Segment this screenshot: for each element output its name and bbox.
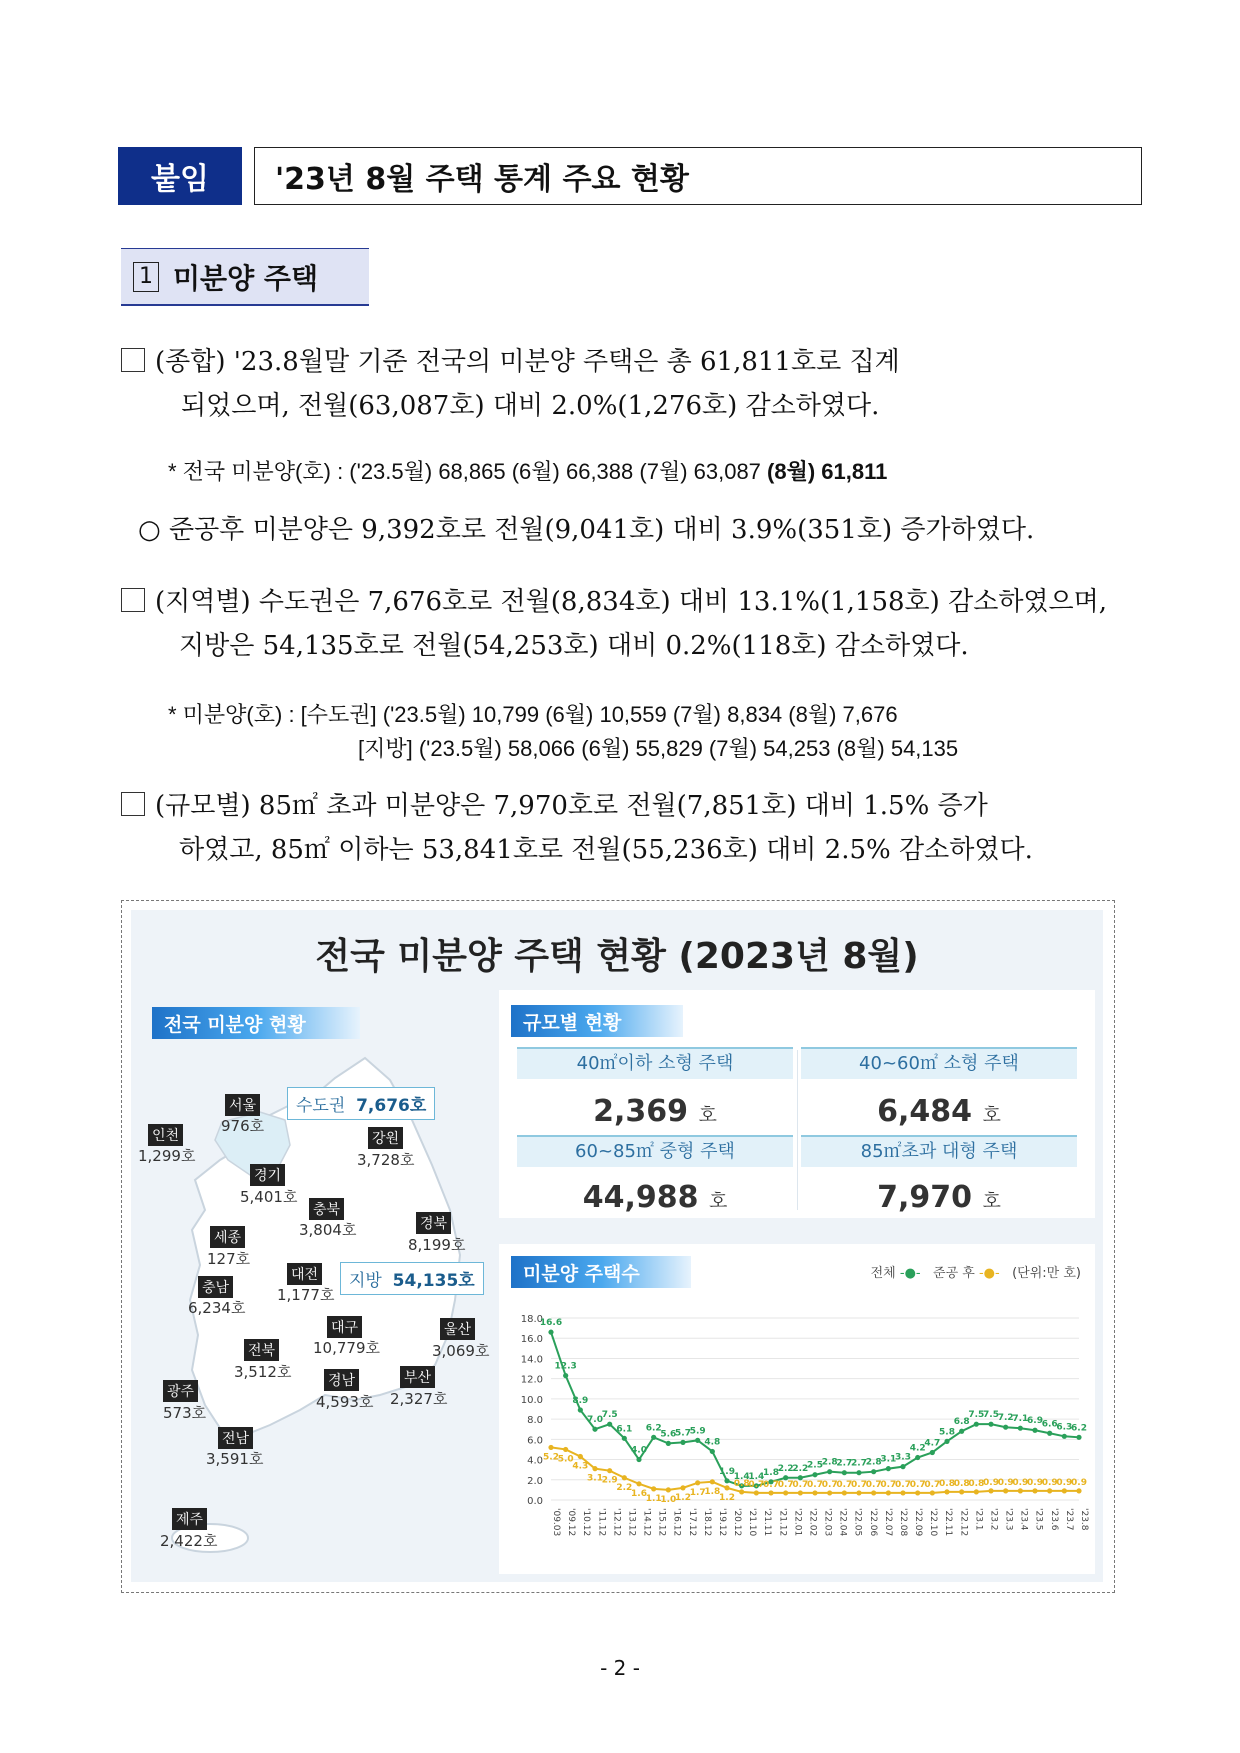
series-completed-data-label: 0.9: [1041, 1477, 1058, 1488]
series-completed-point: [592, 1466, 597, 1471]
series-completed-data-label: 0.9: [1071, 1477, 1087, 1488]
series-completed-point: [768, 1490, 773, 1495]
size-value-small40: 2,369 호: [593, 1094, 717, 1129]
series-total-point: [886, 1466, 891, 1471]
x-tick-label: '18.12: [701, 1508, 712, 1537]
series-total-data-label: 5.7: [675, 1428, 691, 1439]
series-completed-point: [695, 1480, 700, 1485]
series-completed-data-label: 0.7: [748, 1479, 765, 1490]
series-total-point: [695, 1438, 700, 1443]
series-completed-data-label: 0.9: [997, 1477, 1014, 1488]
paragraph-size: (규모별) 85㎡ 초과 미분양은 7,970호로 전월(7,851호) 대비 1.5% 증가 하였고, 85㎡ 이하는 53,841호로 전월(55,236호) 대비 2.5% 감소하였다.: [121, 784, 1033, 872]
x-tick-label: '23.8: [1079, 1508, 1089, 1531]
series-total-data-label: 7.2: [997, 1413, 1014, 1424]
series-completed-point: [871, 1490, 876, 1495]
unsold-housing-line-chart: [499, 1244, 1095, 1574]
x-tick-label: '14.12: [641, 1508, 652, 1537]
series-completed-point: [578, 1454, 583, 1459]
series-total-data-label: 6.2: [645, 1423, 662, 1434]
series-completed-data-label: 0.7: [777, 1479, 794, 1490]
series-completed-data-label: 0.7: [807, 1479, 823, 1490]
series-completed-data-label: 0.9: [1056, 1477, 1073, 1488]
paragraph-summary: (종합) '23.8월말 기준 전국의 미분양 주택은 총 61,811호로 집계 되었으며, 전월(63,087호) 대비 2.0%(1,276호) 감소하였다.: [121, 340, 900, 428]
series-total-data-label: 12.3: [554, 1361, 577, 1372]
x-tick-label: '16.12: [671, 1508, 682, 1537]
series-completed-point: [783, 1490, 788, 1495]
x-tick-label: '22.11: [943, 1508, 954, 1537]
series-total-data-label: 7.1: [1012, 1414, 1029, 1425]
checkbox-bullet: [121, 792, 145, 816]
series-total-point: [944, 1439, 949, 1444]
series-total-data-label: 2.2: [777, 1463, 794, 1474]
x-tick-label: '22.10: [928, 1508, 939, 1537]
series-completed-point: [1018, 1488, 1023, 1493]
y-tick-label: 0.0: [527, 1496, 543, 1507]
x-tick-label: '11.12: [596, 1508, 607, 1537]
series-completed-point: [812, 1490, 817, 1495]
note-national: * 전국 미분양(호) : ('23.5월) 68,865 (6월) 66,388 (7월) 63,087 (8월) 61,811: [168, 459, 888, 484]
series-total-data-label: 7.5: [968, 1410, 985, 1421]
series-completed-point: [974, 1489, 979, 1494]
paragraph-completed: ○ 준공후 미분양은 9,392호로 전월(9,041호) 대비 3.9%(351호) 증가하였다.: [138, 515, 1035, 545]
series-completed-data-label: 2.9: [601, 1475, 618, 1486]
series-total-point: [1018, 1426, 1023, 1431]
series-total-data-label: 8.9: [572, 1396, 589, 1407]
chart-section-label: 미분양 주택수: [511, 1256, 691, 1288]
x-tick-label: '22.02: [807, 1508, 818, 1537]
series-total-data-label: 3.3: [895, 1452, 911, 1463]
series-completed-point: [548, 1445, 553, 1450]
series-completed-point: [1032, 1488, 1037, 1493]
x-tick-label: '23.4: [1018, 1508, 1029, 1531]
series-total-point: [827, 1469, 832, 1474]
series-total-data-label: 2.5: [807, 1460, 823, 1471]
series-completed-point: [842, 1490, 847, 1495]
series-total-point: [710, 1449, 715, 1454]
series-completed-data-label: 0.7: [895, 1479, 911, 1490]
series-completed-data-label: 0.7: [865, 1479, 882, 1490]
series-completed-data-label: 0.8: [939, 1478, 955, 1489]
series-completed-data-label: 0.8: [733, 1478, 750, 1489]
series-completed-point: [622, 1475, 627, 1480]
series-total-data-label: 4.0: [631, 1445, 647, 1456]
series-total-data-label: 1.8: [763, 1467, 779, 1478]
series-total-point: [724, 1478, 729, 1483]
x-tick-label: '23.3: [1003, 1508, 1014, 1531]
x-tick-label: '15.12: [656, 1508, 667, 1537]
series-total-data-label: 6.6: [1041, 1419, 1058, 1430]
x-tick-label: '22.09: [913, 1508, 924, 1537]
x-tick-label: '21.11: [762, 1508, 773, 1537]
series-completed-point: [856, 1490, 861, 1495]
y-tick-label: 16.0: [520, 1334, 543, 1346]
series-completed-data-label: 0.7: [880, 1479, 897, 1490]
series-total-point: [548, 1330, 553, 1335]
series-total-point: [871, 1469, 876, 1474]
series-completed-data-label: 0.8: [953, 1478, 970, 1489]
attachment-tag: 붙임: [118, 147, 242, 205]
series-completed-point: [1076, 1488, 1081, 1493]
x-tick-label: '22.12: [958, 1508, 969, 1537]
series-completed-data-label: 1.7: [689, 1487, 706, 1498]
series-total-point: [592, 1427, 597, 1432]
x-tick-label: '23.7: [1063, 1508, 1074, 1531]
series-completed-point: [607, 1468, 612, 1473]
series-completed-data-label: 4.3: [572, 1461, 589, 1472]
series-total-point: [1076, 1435, 1081, 1440]
x-tick-label: '22.06: [867, 1508, 878, 1537]
series-completed-point: [886, 1490, 891, 1495]
series-completed-data-label: 1.1: [645, 1493, 662, 1504]
x-tick-label: '22.01: [792, 1508, 803, 1537]
series-total-data-label: 6.2: [1071, 1423, 1087, 1434]
series-total-point: [578, 1407, 583, 1412]
x-tick-label: '22.07: [882, 1508, 893, 1537]
y-tick-label: 18.0: [520, 1314, 543, 1325]
page-number: - 2 -: [600, 1656, 640, 1680]
x-tick-label: '23.1: [973, 1508, 984, 1531]
size-label-small60: 40~60㎡ 소형 주택: [801, 1047, 1077, 1079]
size-panel: [499, 990, 1095, 1218]
series-total-point: [563, 1373, 568, 1378]
size-label-medium: 60~85㎡ 중형 주택: [517, 1135, 793, 1167]
series-completed-data-label: 1.6: [631, 1488, 647, 1499]
series-completed-data-label: 3.1: [587, 1473, 603, 1484]
series-completed-point: [915, 1490, 920, 1495]
series-completed-point: [739, 1489, 744, 1494]
x-tick-label: '22.03: [822, 1508, 833, 1537]
series-completed-point: [988, 1488, 993, 1493]
section-title: 미분양 주택: [173, 261, 318, 295]
x-tick-label: '23.6: [1048, 1508, 1059, 1531]
series-total-data-label: 7.5: [983, 1410, 999, 1421]
series-completed-data-label: 1.2: [675, 1492, 691, 1503]
series-total-data-label: 7.0: [587, 1415, 603, 1426]
x-tick-label: '22.04: [837, 1508, 848, 1537]
series-total-data-label: 16.6: [539, 1318, 563, 1329]
series-completed-data-label: 0.7: [763, 1479, 779, 1490]
x-tick-label: '09.12: [566, 1508, 577, 1537]
y-tick-label: 14.0: [520, 1354, 543, 1366]
legend-total-marker: -●-: [899, 1266, 921, 1281]
size-section-label: 규모별 현황: [511, 1005, 683, 1037]
x-tick-label: '09.03: [551, 1508, 561, 1537]
series-total-point: [607, 1422, 612, 1427]
note-region: * 미분양(호) : [수도권] ('23.5월) 10,799 (6월) 10,559 (7월) 8,834 (8월) 7,676 [지방] ('23.5월) 58,066 (6월) 55,829 (7월) 54,253 (8월) 54,135: [168, 702, 959, 761]
series-total-data-label: 5.6: [660, 1429, 677, 1440]
series-total-point: [1003, 1425, 1008, 1430]
series-completed-point: [563, 1447, 568, 1452]
series-total-data-label: 5.9: [689, 1426, 706, 1437]
series-completed-point: [636, 1481, 641, 1486]
size-value-small60: 6,484 호: [877, 1094, 1001, 1129]
series-total-data-label: 2.2: [792, 1463, 809, 1474]
series-total-data-label: 7.5: [601, 1410, 618, 1421]
size-value-large: 7,970 호: [877, 1180, 1001, 1215]
series-total-data-label: 2.8: [865, 1457, 882, 1468]
series-completed-data-label: 0.7: [851, 1479, 867, 1490]
series-total-data-label: 2.7: [836, 1458, 853, 1469]
legend-completed-label: 준공 후: [933, 1266, 975, 1281]
series-completed-point: [754, 1490, 759, 1495]
x-tick-label: '23.5: [1033, 1508, 1044, 1531]
series-total-data-label: 6.3: [1056, 1422, 1073, 1433]
x-tick-label: '10.12: [581, 1508, 592, 1537]
series-completed-data-label: 0.7: [836, 1479, 853, 1490]
series-total-data-label: 2.8: [821, 1457, 838, 1468]
series-total-point: [974, 1422, 979, 1427]
x-tick-label: '23.2: [988, 1508, 999, 1531]
x-tick-label: '12.12: [611, 1508, 622, 1537]
size-label-large: 85㎡초과 대형 주택: [801, 1135, 1077, 1167]
series-total-point: [1047, 1431, 1052, 1436]
legend-unit: (단위:만 호): [1012, 1266, 1081, 1281]
series-completed-point: [1003, 1488, 1008, 1493]
y-tick-label: 6.0: [527, 1435, 543, 1447]
series-completed-point: [666, 1487, 671, 1492]
series-total-point: [915, 1455, 920, 1460]
series-total-point: [651, 1435, 656, 1440]
x-tick-label: '20.12: [732, 1508, 743, 1537]
legend-completed-marker: -●-: [978, 1266, 1000, 1281]
y-tick-label: 8.0: [527, 1415, 543, 1427]
series-total-data-label: 6.8: [953, 1417, 970, 1428]
section-number: 1: [133, 262, 159, 292]
series-completed-data-label: 5.0: [557, 1454, 574, 1465]
series-total-point: [842, 1470, 847, 1475]
x-tick-label: '22.08: [897, 1508, 908, 1537]
series-total-point: [622, 1436, 627, 1441]
x-tick-label: '21.10: [747, 1508, 758, 1537]
checkbox-bullet: [121, 348, 145, 372]
series-completed-point: [1062, 1488, 1067, 1493]
size-value-medium: 44,988 호: [582, 1180, 728, 1215]
series-total-point: [959, 1429, 964, 1434]
x-tick-label: '21.12: [777, 1508, 788, 1537]
local-area-callout: 지방 54,135호: [340, 1262, 484, 1295]
series-completed-point: [900, 1490, 905, 1495]
page-title: '23년 8월 주택 통계 주요 현황: [254, 147, 1142, 205]
series-completed-point: [930, 1490, 935, 1495]
series-total-point: [680, 1440, 685, 1445]
series-completed-data-label: 0.8: [968, 1478, 985, 1489]
series-completed-point: [680, 1485, 685, 1490]
x-tick-label: '22.05: [852, 1508, 863, 1537]
y-tick-label: 4.0: [527, 1455, 543, 1467]
y-tick-label: 10.0: [520, 1394, 543, 1406]
size-divider: [797, 1050, 798, 1210]
legend-total-label: 전체: [870, 1266, 896, 1281]
series-completed-data-label: 0.9: [1027, 1477, 1043, 1488]
series-total-data-label: 1.9: [719, 1466, 735, 1477]
series-completed-point: [959, 1489, 964, 1494]
x-tick-label: '17.12: [686, 1508, 697, 1537]
series-completed-point: [1047, 1488, 1052, 1493]
capital-area-callout: 수도권 7,676호: [287, 1087, 435, 1120]
series-completed-point: [710, 1479, 715, 1484]
series-total-data-label: 3.1: [880, 1454, 897, 1465]
series-total-data-label: 5.8: [939, 1427, 955, 1438]
series-total-point: [900, 1464, 905, 1469]
series-total-data-label: 6.9: [1027, 1416, 1043, 1427]
series-total-point: [930, 1450, 935, 1455]
x-tick-label: '13.12: [626, 1508, 637, 1537]
series-completed-point: [724, 1485, 729, 1490]
series-completed-data-label: 0.9: [983, 1477, 999, 1488]
series-total-data-label: 4.2: [909, 1443, 926, 1454]
series-completed-point: [798, 1490, 803, 1495]
paragraph-region: (지역별) 수도권은 7,676호로 전월(8,834호) 대비 13.1%(1,158호) 감소하였으며, 지방은 54,135호로 전월(54,253호) 대비 0.2%(118호) 감소하였다.: [121, 580, 1107, 668]
series-completed-data-label: 0.7: [909, 1479, 926, 1490]
series-total-data-label: 6.1: [616, 1424, 633, 1435]
series-completed-point: [944, 1489, 949, 1494]
series-total-data-label: 4.7: [924, 1438, 941, 1449]
series-completed-data-label: 0.7: [924, 1479, 941, 1490]
y-tick-label: 2.0: [527, 1475, 543, 1487]
series-total-data-label: 2.7: [851, 1458, 867, 1469]
series-completed-data-label: 0.7: [792, 1479, 809, 1490]
checkbox-bullet: [121, 588, 145, 612]
y-tick-label: 12.0: [520, 1374, 543, 1386]
map-section-label: 전국 미분양 현황: [152, 1007, 360, 1039]
series-completed-data-label: 1.2: [719, 1492, 735, 1503]
series-total-data-label: 1.4: [748, 1471, 765, 1482]
series-completed-data-label: 0.7: [821, 1479, 838, 1490]
x-tick-label: '19.12: [716, 1508, 727, 1537]
size-label-small40: 40㎡이하 소형 주택: [517, 1047, 793, 1079]
series-total-point: [1032, 1428, 1037, 1433]
series-completed-data-label: 1.0: [660, 1494, 677, 1505]
series-total-point: [856, 1470, 861, 1475]
series-total-point: [666, 1441, 671, 1446]
series-total-point: [636, 1457, 641, 1462]
series-total-data-label: 4.8: [704, 1437, 721, 1448]
series-completed-data-label: 2.2: [616, 1482, 633, 1493]
section-header: [121, 248, 369, 306]
series-total-data-label: 1.4: [733, 1471, 750, 1482]
series-completed-point: [651, 1486, 656, 1491]
series-completed-point: [827, 1490, 832, 1495]
series-total-point: [812, 1472, 817, 1477]
series-completed-data-label: 1.8: [704, 1486, 721, 1497]
series-completed-data-label: 5.2: [543, 1452, 559, 1463]
series-completed-data-label: 0.9: [1012, 1477, 1029, 1488]
series-total-point: [1062, 1434, 1067, 1439]
infographic-title: 전국 미분양 주택 현황 (2023년 8월): [315, 936, 919, 977]
chart-panel: [499, 1244, 1095, 1574]
series-total-point: [988, 1422, 993, 1427]
